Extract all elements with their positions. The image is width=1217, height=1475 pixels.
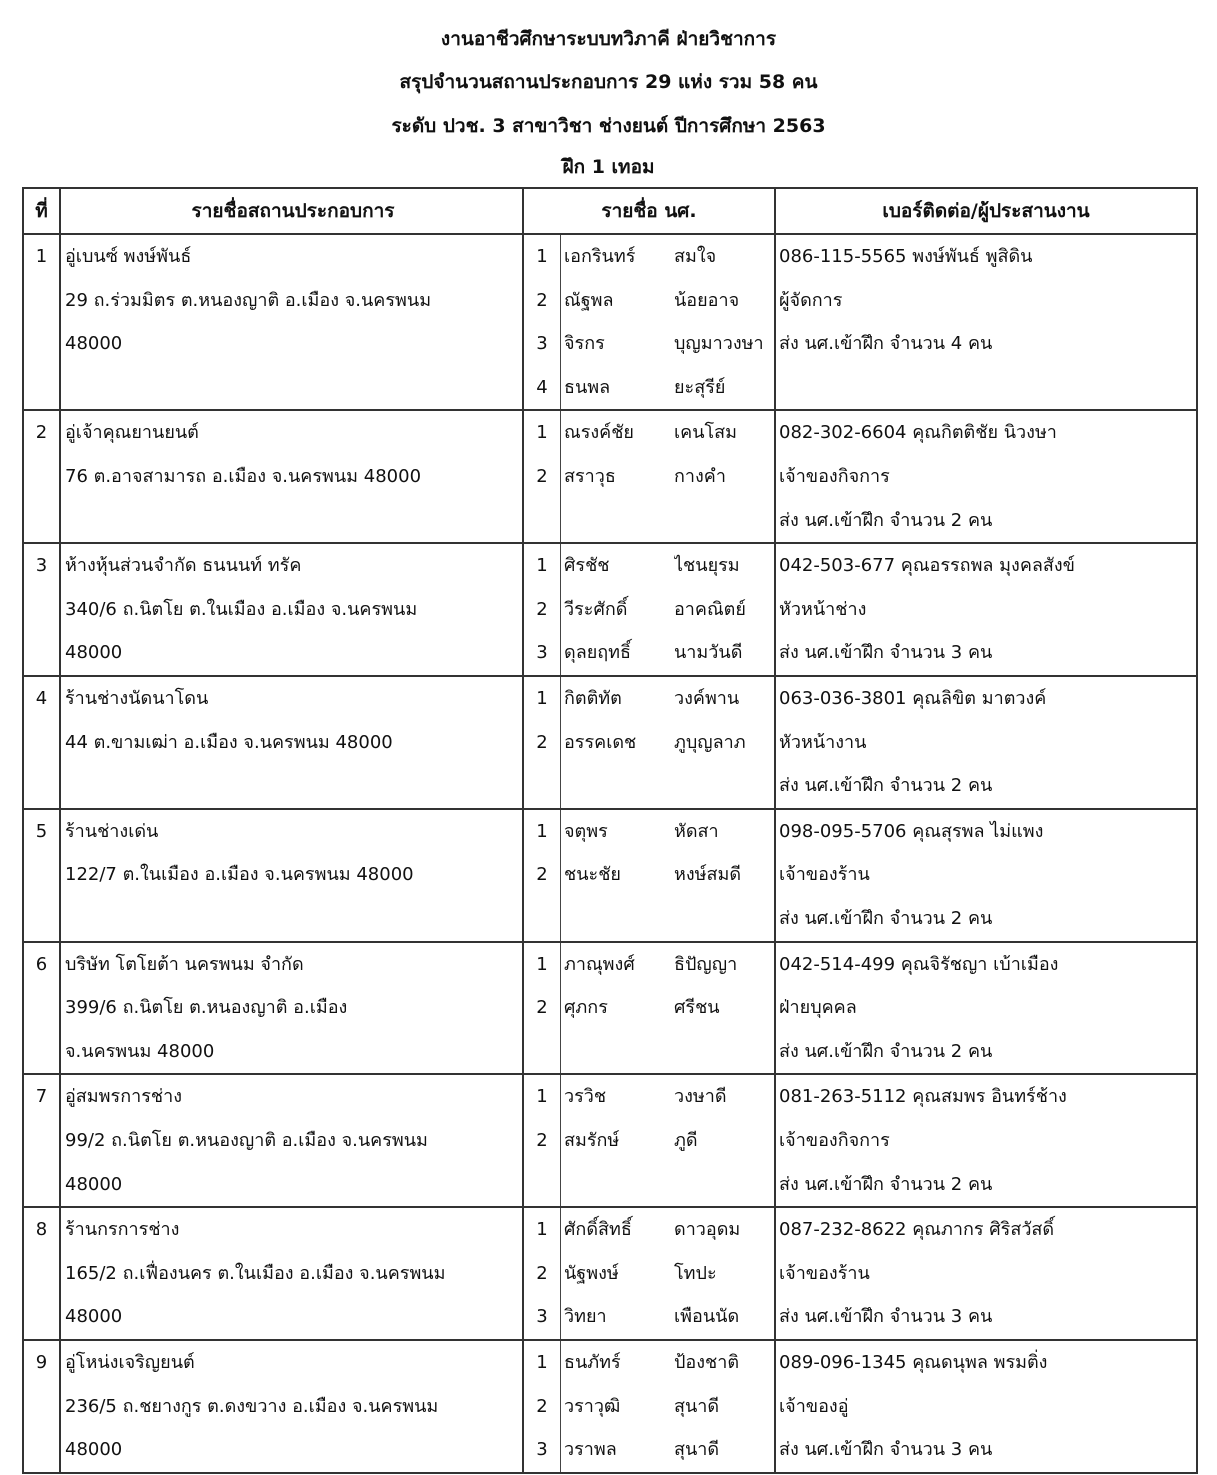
contact-line: ส่ง นศ.เข้าฝึก จำนวน 3 คน (779, 642, 993, 664)
contact-line: 081-263-5112 คุณสมพร อินทร์ช้าง (779, 1086, 1067, 1108)
student-number: 2 (536, 731, 548, 753)
row-number-cell (23, 1074, 60, 1207)
student-number: 1 (536, 953, 548, 975)
student-firstname-cell (561, 676, 675, 809)
contact-line: 086-115-5565 พงษ์พันธ์ พูสิดิน (779, 246, 1033, 267)
student-lastname: ไชนยุรม (674, 555, 740, 577)
contact-line: เจ้าของร้าน (779, 1262, 870, 1284)
contact-line: เจ้าของอู่ (779, 1395, 849, 1417)
student-firstname-cell (561, 543, 675, 676)
company-cell (60, 1074, 523, 1207)
student-lastname-cell (674, 543, 775, 676)
row-number-cell (23, 676, 60, 809)
student-lastname-cell (674, 942, 775, 1075)
company-cell (60, 234, 523, 410)
student-firstname: วิทยา (564, 1306, 607, 1328)
student-number-cell (523, 809, 561, 942)
contact-line: ส่ง นศ.เข้าฝึก จำนวน 2 คน (779, 1173, 993, 1195)
company-line: 236/5 ถ.ชยางกูร ต.ดงขวาง อ.เมือง จ.นครพนม (65, 1395, 439, 1417)
company-line: 340/6 ถ.นิตโย ต.ในเมือง อ.เมือง จ.นครพนม (65, 598, 418, 620)
student-firstname: ณัฐพล (564, 289, 614, 311)
contact-cell (775, 543, 1197, 676)
company-line: 48000 (65, 1439, 123, 1461)
student-firstname: สมรักษ์ (564, 1129, 620, 1151)
student-lastname: ดาวอุดม (674, 1219, 741, 1241)
company-line: 165/2 ถ.เฟื่องนคร ต.ในเมือง อ.เมือง จ.นครพนม (65, 1262, 446, 1284)
student-number-cell (523, 1074, 561, 1207)
row-number: 7 (35, 1086, 48, 1108)
doc-title-4: ฝึก 1 เทอม (562, 156, 655, 178)
student-lastname: ภูดี (674, 1129, 698, 1151)
student-number-cell (523, 234, 561, 410)
company-line: บริษัท โตโยต้า นครพนม จำกัด (65, 953, 304, 975)
student-lastname: ป้องชาติ (674, 1351, 740, 1373)
row-number: 5 (35, 820, 48, 842)
company-line: 29 ถ.ร่วมมิตร ต.หนองญาติ อ.เมือง จ.นครพนม (65, 289, 432, 311)
contact-line: 063-036-3801 คุณลิขิต มาตวงค์ (779, 687, 1047, 709)
student-firstname: นัฐพงษ์ (564, 1262, 619, 1284)
row-number: 2 (35, 422, 48, 444)
student-lastname: น้อยอาจ (674, 289, 740, 311)
contact-line: หัวหน้างาน (779, 731, 867, 753)
table-row (23, 676, 1197, 809)
student-number-cell (523, 543, 561, 676)
student-firstname: ธนภัทร์ (564, 1351, 621, 1373)
col-header-no: ที่ (23, 188, 60, 234)
company-cell (60, 809, 523, 942)
company-line: 99/2 ถ.นิตโย ต.หนองญาติ อ.เมือง จ.นครพนม (65, 1129, 428, 1151)
student-firstname: อรรคเดช (564, 731, 637, 753)
student-lastname: วงค์พาน (674, 687, 740, 709)
company-line: 48000 (65, 642, 123, 664)
student-number: 2 (536, 1129, 548, 1151)
company-cell (60, 410, 523, 543)
student-number: 1 (536, 1086, 548, 1108)
student-firstname: ศักดิ์สิทธิ์ (564, 1219, 632, 1241)
contact-line: 098-095-5706 คุณสุรพล ไม่แพง (779, 820, 1044, 842)
contact-line: 042-503-677 คุณอรรถพล มุงคลสังข์ (779, 555, 1075, 577)
student-lastname: หงษ์สมดี (674, 864, 742, 886)
student-firstname: เอกรินทร์ (564, 246, 636, 267)
company-cell (60, 1207, 523, 1340)
company-cell (60, 676, 523, 809)
student-firstname-cell (561, 234, 675, 410)
contact-cell (775, 942, 1197, 1075)
student-number: 2 (536, 289, 548, 311)
student-firstname: ณรงค์ชัย (564, 422, 634, 444)
contact-line: หัวหน้าช่าง (779, 598, 867, 620)
company-line: 399/6 ถ.นิตโย ต.หนองญาติ อ.เมือง (65, 997, 348, 1019)
table-row (23, 543, 1197, 676)
table-row (23, 1074, 1197, 1207)
student-firstname-cell (561, 1340, 675, 1473)
student-number: 1 (536, 1351, 548, 1373)
company-line: จ.นครพนม 48000 (65, 1040, 215, 1062)
contact-cell (775, 676, 1197, 809)
contact-cell (775, 1207, 1197, 1340)
student-firstname: จตุพร (564, 820, 608, 842)
student-lastname: ยะสุรีย์ (674, 376, 726, 398)
student-number-cell (523, 410, 561, 543)
student-number: 2 (536, 1262, 548, 1284)
contact-line: เจ้าของร้าน (779, 864, 870, 886)
student-lastname-cell (674, 234, 775, 410)
company-line: 48000 (65, 333, 123, 355)
contact-cell (775, 410, 1197, 543)
student-firstname: ศิรชัช (564, 555, 610, 577)
table-row (23, 410, 1197, 543)
company-line: 122/7 ต.ในเมือง อ.เมือง จ.นครพนม 48000 (65, 864, 414, 886)
contact-line: 082-302-6604 คุณกิตติชัย นิวงษา (779, 422, 1057, 444)
contact-line: ผู้จัดการ (779, 289, 843, 311)
company-line: 48000 (65, 1306, 123, 1328)
row-number-cell (23, 543, 60, 676)
student-lastname: นามวันดี (674, 642, 743, 664)
placement-table (22, 187, 1198, 1474)
row-number: 3 (35, 555, 48, 577)
student-firstname: กิตติทัต (564, 687, 622, 709)
company-line: 76 ต.อาจสามารถ อ.เมือง จ.นครพนม 48000 (65, 465, 422, 487)
table-row (23, 1340, 1197, 1473)
table-header-row (23, 188, 1197, 234)
student-number: 1 (536, 820, 548, 842)
student-lastname-cell (674, 809, 775, 942)
student-number: 1 (536, 1219, 548, 1241)
table-row (23, 942, 1197, 1075)
student-number: 3 (536, 333, 548, 355)
student-lastname: อาคณิตย์ (674, 598, 746, 620)
student-number: 2 (536, 997, 548, 1019)
student-lastname-cell (674, 1340, 775, 1473)
student-number: 3 (536, 642, 548, 664)
contact-line: ส่ง นศ.เข้าฝึก จำนวน 4 คน (779, 333, 993, 355)
student-number: 3 (536, 1439, 548, 1461)
company-line: ห้างหุ้นส่วนจำกัด ธนนนท์ ทรัค (65, 555, 302, 577)
student-firstname: วราวุฒิ (564, 1395, 621, 1417)
student-lastname: เพือนนัด (674, 1306, 740, 1328)
contact-line: ส่ง นศ.เข้าฝึก จำนวน 2 คน (779, 907, 993, 929)
contact-line: 089-096-1345 คุณดนุพล พรมติ่ง (779, 1351, 1048, 1373)
student-lastname: บุญมาวงษา (674, 333, 764, 355)
student-lastname: โทปะ (674, 1262, 717, 1284)
company-cell (60, 942, 523, 1075)
student-lastname: วงษาดี (674, 1086, 727, 1108)
row-number: 6 (35, 953, 48, 975)
company-line: อู่โหน่งเจริญยนต์ (65, 1351, 195, 1373)
student-lastname: กางคำ (674, 465, 726, 487)
company-line: ร้านช่างเด่น (65, 820, 159, 842)
student-lastname: หัดสา (674, 820, 719, 842)
row-number-cell (23, 1207, 60, 1340)
student-number-cell (523, 1207, 561, 1340)
row-number: 8 (35, 1219, 48, 1241)
student-lastname: ศรีชน (674, 997, 720, 1019)
student-lastname: ธิปัญญา (674, 953, 738, 975)
student-number: 1 (536, 555, 548, 577)
company-cell (60, 543, 523, 676)
row-number-cell (23, 234, 60, 410)
contact-line: ฝ่ายบุคคล (779, 997, 857, 1019)
contact-cell (775, 1074, 1197, 1207)
company-cell (60, 1340, 523, 1473)
student-firstname: ดุลยฤทธิ์ (564, 642, 632, 664)
student-lastname: สุนาดี (674, 1395, 720, 1417)
student-firstname: ชนะชัย (564, 864, 621, 886)
student-number: 4 (536, 376, 548, 398)
student-firstname-cell (561, 942, 675, 1075)
contact-line: 042-514-499 คุณจิรัชญา เบ้าเมือง (779, 953, 1059, 975)
company-line: อู่เบนซ์ พงษ์พันธ์ (65, 246, 192, 267)
student-lastname-cell (674, 1207, 775, 1340)
table-row (23, 1207, 1197, 1340)
contact-line: เจ้าของกิจการ (779, 1129, 890, 1151)
student-lastname: สุนาดี (674, 1439, 720, 1461)
student-number: 1 (536, 687, 548, 709)
contact-line: เจ้าของกิจการ (779, 465, 890, 487)
student-firstname: วราพล (564, 1439, 617, 1461)
student-lastname: ภูบุญลาภ (674, 731, 746, 753)
contact-line: 087-232-8622 คุณภากร ศิริสวัสดิ์ (779, 1219, 1055, 1241)
student-number: 2 (536, 465, 548, 487)
student-lastname: เคนโสม (674, 422, 738, 444)
student-firstname: ภาณุพงศ์ (564, 953, 635, 975)
company-line: อู่เจ้าคุณยานยนต์ (65, 422, 199, 444)
student-firstname: จิรกร (564, 333, 605, 355)
contact-line: ส่ง นศ.เข้าฝึก จำนวน 3 คน (779, 1439, 993, 1461)
row-number: 1 (35, 246, 48, 267)
company-line: ร้านกรการช่าง (65, 1219, 180, 1241)
doc-title-3: ระดับ ปวช. 3 สาขาวิชา ช่างยนต์ ปีการศึกษา 2563 (391, 115, 826, 137)
student-number-cell (523, 676, 561, 809)
student-number: 1 (536, 422, 548, 444)
doc-title-2: สรุปจำนวนสถานประกอบการ 29 แห่ง รวม 58 คน (399, 71, 818, 93)
contact-cell (775, 1340, 1197, 1473)
company-line: ร้านช่างนัดนาโดน (65, 687, 209, 709)
student-lastname: สมใจ (674, 246, 717, 267)
student-number: 2 (536, 864, 548, 886)
contact-line: ส่ง นศ.เข้าฝึก จำนวน 3 คน (779, 1306, 993, 1328)
doc-title-1: งานอาชีวศึกษาระบบทวิภาคี ฝ่ายวิชาการ (440, 28, 777, 50)
student-firstname-cell (561, 1074, 675, 1207)
col-header-students: รายชื่อ นศ. (523, 188, 775, 234)
contact-line: ส่ง นศ.เข้าฝึก จำนวน 2 คน (779, 509, 993, 531)
student-firstname-cell (561, 809, 675, 942)
student-number: 2 (536, 598, 548, 620)
company-line: อู่สมพรการช่าง (65, 1086, 182, 1108)
company-line: 48000 (65, 1173, 123, 1195)
student-number: 2 (536, 1395, 548, 1417)
contact-cell (775, 809, 1197, 942)
student-firstname-cell (561, 1207, 675, 1340)
contact-cell (775, 234, 1197, 410)
student-number-cell (523, 1340, 561, 1473)
table-row (23, 234, 1197, 410)
row-number-cell (23, 1340, 60, 1473)
col-header-company: รายชื่อสถานประกอบการ (60, 188, 523, 234)
student-firstname: วรวิช (564, 1086, 607, 1108)
student-number: 1 (536, 246, 548, 267)
student-number: 3 (536, 1306, 548, 1328)
table-body (23, 234, 1197, 1473)
student-lastname-cell (674, 1074, 775, 1207)
student-lastname-cell (674, 410, 775, 543)
row-number: 4 (35, 687, 48, 709)
student-firstname-cell (561, 410, 675, 543)
row-number-cell (23, 942, 60, 1075)
contact-line: ส่ง นศ.เข้าฝึก จำนวน 2 คน (779, 1040, 993, 1062)
contact-line: ส่ง นศ.เข้าฝึก จำนวน 2 คน (779, 775, 993, 797)
student-firstname: วีระศักดิ์ (564, 598, 628, 620)
row-number-cell (23, 809, 60, 942)
student-firstname: ศุภกร (564, 997, 608, 1019)
company-line: 44 ต.ขามเฒ่า อ.เมือง จ.นครพนม 48000 (65, 731, 393, 753)
table-row (23, 809, 1197, 942)
student-lastname-cell (674, 676, 775, 809)
row-number-cell (23, 410, 60, 543)
student-firstname: ธนพล (564, 376, 611, 398)
student-firstname: สราวุธ (564, 465, 616, 487)
row-number: 9 (35, 1351, 48, 1373)
col-header-contact: เบอร์ติดต่อ/ผู้ประสานงาน (775, 188, 1197, 234)
student-number-cell (523, 942, 561, 1075)
